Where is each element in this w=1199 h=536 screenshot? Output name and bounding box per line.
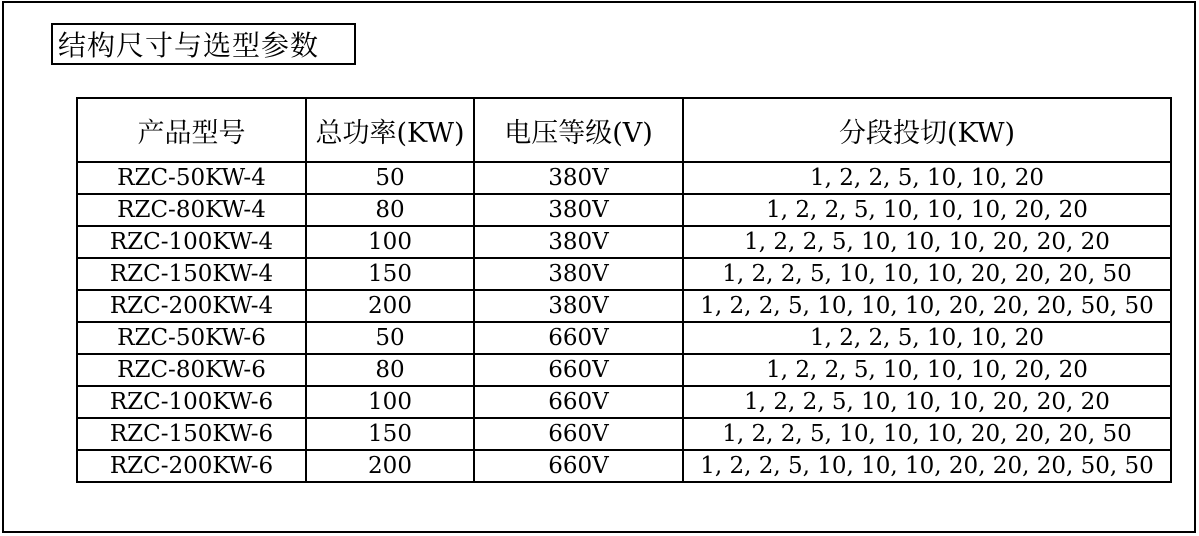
table-row	[77, 354, 1171, 386]
voltage-cell: 380V	[474, 290, 683, 322]
power-cell: 150	[306, 418, 474, 450]
header-total-power: 总功率(KW)	[306, 98, 474, 162]
power-cell: 200	[306, 450, 474, 482]
model-cell: RZC-50KW-4	[77, 162, 306, 194]
table-row	[77, 322, 1171, 354]
power-cell: 150	[306, 258, 474, 290]
table-row	[77, 258, 1171, 290]
table-row	[77, 290, 1171, 322]
voltage-cell: 660V	[474, 322, 683, 354]
model-cell: RZC-100KW-6	[77, 386, 306, 418]
model-cell: RZC-200KW-6	[77, 450, 306, 482]
table-row	[77, 450, 1171, 482]
voltage-cell: 380V	[474, 162, 683, 194]
table-row	[77, 194, 1171, 226]
model-cell: RZC-150KW-6	[77, 418, 306, 450]
voltage-cell: 660V	[474, 354, 683, 386]
model-cell: RZC-150KW-4	[77, 258, 306, 290]
power-cell: 50	[306, 322, 474, 354]
voltage-cell: 380V	[474, 194, 683, 226]
power-cell: 50	[306, 162, 474, 194]
header-segment-switching: 分段投切(KW)	[683, 98, 1171, 162]
segments-cell: 1, 2, 2, 5, 10, 10, 10, 20, 20, 20, 50, 50	[683, 450, 1171, 482]
power-cell: 200	[306, 290, 474, 322]
model-cell: RZC-80KW-6	[77, 354, 306, 386]
segments-cell: 1, 2, 2, 5, 10, 10, 20	[683, 162, 1171, 194]
voltage-cell: 380V	[474, 226, 683, 258]
table-row	[77, 386, 1171, 418]
segments-cell: 1, 2, 2, 5, 10, 10, 10, 20, 20, 20, 50	[683, 258, 1171, 290]
table-header-row	[77, 98, 1171, 162]
header-voltage-level: 电压等级(V)	[474, 98, 683, 162]
power-cell: 100	[306, 226, 474, 258]
section-title: 结构尺寸与选型参数	[58, 29, 320, 62]
model-cell: RZC-50KW-6	[77, 322, 306, 354]
table-row	[77, 162, 1171, 194]
segments-cell: 1, 2, 2, 5, 10, 10, 10, 20, 20, 20	[683, 226, 1171, 258]
segments-cell: 1, 2, 2, 5, 10, 10, 10, 20, 20, 20	[683, 386, 1171, 418]
segments-cell: 1, 2, 2, 5, 10, 10, 10, 20, 20	[683, 194, 1171, 226]
header-model: 产品型号	[77, 98, 306, 162]
voltage-cell: 660V	[474, 386, 683, 418]
power-cell: 100	[306, 386, 474, 418]
voltage-cell: 380V	[474, 258, 683, 290]
model-cell: RZC-100KW-4	[77, 226, 306, 258]
table-row	[77, 418, 1171, 450]
segments-cell: 1, 2, 2, 5, 10, 10, 10, 20, 20	[683, 354, 1171, 386]
power-cell: 80	[306, 354, 474, 386]
power-cell: 80	[306, 194, 474, 226]
voltage-cell: 660V	[474, 418, 683, 450]
table-body	[77, 162, 1171, 482]
section-title-box	[51, 23, 356, 65]
voltage-cell: 660V	[474, 450, 683, 482]
spec-table	[76, 97, 1172, 483]
table-row	[77, 226, 1171, 258]
segments-cell: 1, 2, 2, 5, 10, 10, 20	[683, 322, 1171, 354]
segments-cell: 1, 2, 2, 5, 10, 10, 10, 20, 20, 20, 50	[683, 418, 1171, 450]
model-cell: RZC-80KW-4	[77, 194, 306, 226]
segments-cell: 1, 2, 2, 5, 10, 10, 10, 20, 20, 20, 50, 50	[683, 290, 1171, 322]
model-cell: RZC-200KW-4	[77, 290, 306, 322]
